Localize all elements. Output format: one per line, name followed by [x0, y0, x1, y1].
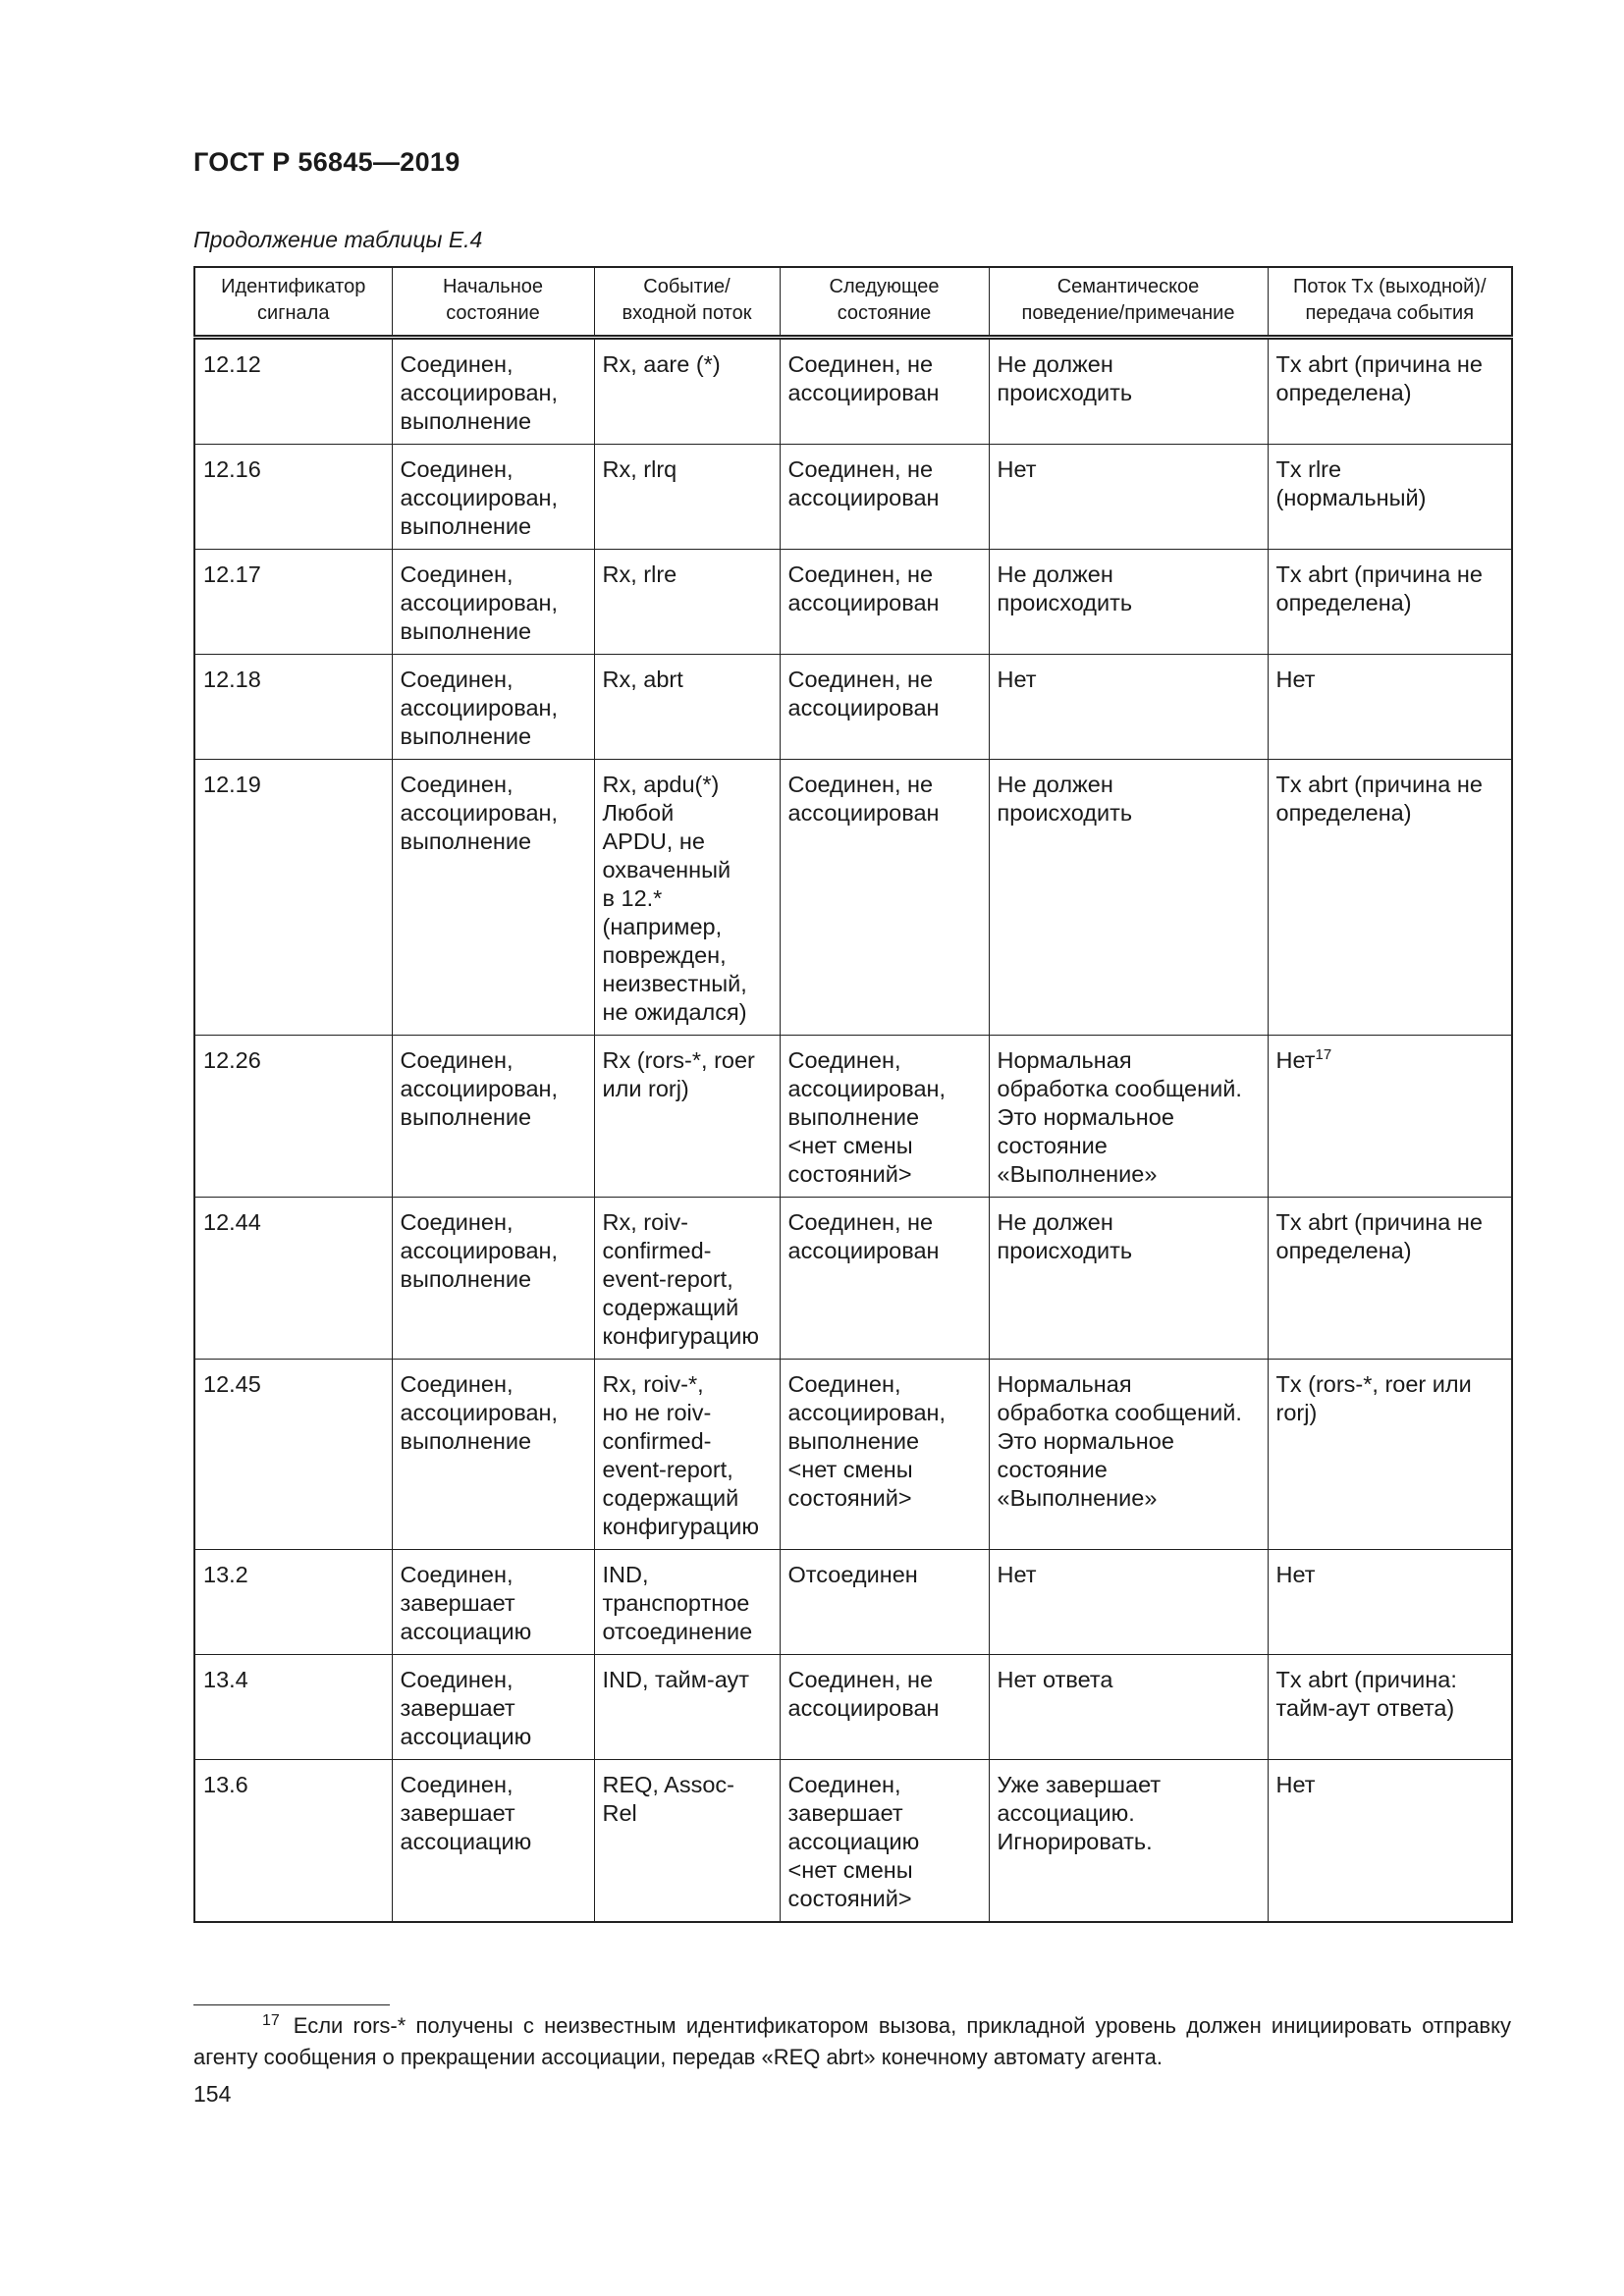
cell-semantic	[989, 445, 1268, 550]
cell-semantic	[989, 1655, 1268, 1760]
cell-semantic-text: Нет	[997, 456, 1037, 482]
cell-event	[594, 655, 780, 760]
cell-start-state-text: Соединен, ассоциирован, выполнение	[400, 1047, 559, 1130]
cell-signal-id-text: 12.16	[203, 456, 261, 482]
table-body	[194, 338, 1512, 1923]
cell-semantic-text: Нет	[997, 667, 1037, 692]
column-header-start-state: Начальное состояние	[392, 267, 594, 338]
cell-signal-id	[194, 1036, 392, 1198]
cell-next-state	[780, 1550, 989, 1655]
cell-start-state	[392, 1036, 594, 1198]
cell-event	[594, 1036, 780, 1198]
cell-event-text: Rx, rlrq	[602, 456, 677, 482]
cell-signal-id	[194, 1550, 392, 1655]
table-row	[194, 1036, 1512, 1198]
cell-tx	[1268, 1550, 1512, 1655]
cell-next-state	[780, 550, 989, 655]
cell-tx-text: Tx abrt (причина не определена)	[1275, 561, 1483, 615]
cell-start-state-text: Соединен, ассоциирован, выполнение	[400, 667, 559, 749]
cell-event	[594, 760, 780, 1036]
column-header-semantic: Семантическое поведение/примечание	[989, 267, 1268, 338]
cell-next-state	[780, 445, 989, 550]
cell-event-text: Rx, apdu(*) Любой APDU, не охваченный в 12.* (например, поврежден, неизвестный, не ожидался)	[602, 772, 747, 1025]
cell-tx-text: Tx (rors-*, roer или rorj)	[1275, 1371, 1472, 1425]
cell-signal-id	[194, 1655, 392, 1760]
cell-tx	[1268, 338, 1512, 445]
cell-next-state-text: Соединен, ассоциирован, выполнение <нет смены состояний>	[787, 1371, 947, 1511]
cell-signal-id-text: 12.44	[203, 1209, 261, 1235]
table-row	[194, 1198, 1512, 1360]
cell-semantic-text: Нормальная обработка сообщений. Это нормальное состояние «Выполнение»	[997, 1047, 1242, 1187]
cell-event-text: REQ, Assoc- Rel	[602, 1772, 735, 1826]
cell-tx-text: Нет	[1275, 1772, 1316, 1797]
column-header-signal-id: Идентификатор сигнала	[194, 267, 392, 338]
cell-start-state-text: Соединен, ассоциирован, выполнение	[400, 561, 559, 644]
cell-tx	[1268, 760, 1512, 1036]
cell-next-state-text: Соединен, ассоциирован, выполнение <нет смены состояний>	[787, 1047, 947, 1187]
cell-signal-id-text: 12.17	[203, 561, 261, 587]
cell-next-state-text: Соединен, не ассоциирован	[787, 561, 940, 615]
cell-semantic	[989, 338, 1268, 445]
cell-start-state	[392, 1360, 594, 1550]
cell-signal-id	[194, 1760, 392, 1923]
cell-tx-text: Tx abrt (причина не определена)	[1275, 351, 1483, 405]
table-row	[194, 1550, 1512, 1655]
cell-signal-id	[194, 655, 392, 760]
cell-signal-id-text: 12.12	[203, 351, 261, 377]
cell-semantic-text: Не должен происходить	[997, 561, 1133, 615]
cell-tx	[1268, 1655, 1512, 1760]
cell-start-state	[392, 1198, 594, 1360]
cell-tx	[1268, 1760, 1512, 1923]
cell-semantic-text: Не должен происходить	[997, 772, 1133, 826]
table-row	[194, 445, 1512, 550]
cell-event	[594, 1198, 780, 1360]
cell-start-state	[392, 655, 594, 760]
cell-event	[594, 445, 780, 550]
cell-semantic	[989, 1760, 1268, 1923]
cell-next-state	[780, 655, 989, 760]
cell-event	[594, 1760, 780, 1923]
cell-start-state-text: Соединен, ассоциирован, выполнение	[400, 772, 559, 854]
cell-event-text: IND, тайм-аут	[602, 1667, 750, 1692]
cell-event	[594, 550, 780, 655]
cell-next-state	[780, 1760, 989, 1923]
cell-semantic-text: Уже завершает ассоциацию. Игнорировать.	[997, 1772, 1162, 1854]
column-header-next-state: Следующее состояние	[780, 267, 989, 338]
cell-tx-text: Нет	[1275, 667, 1316, 692]
cell-start-state-text: Соединен, ассоциирован, выполнение	[400, 1371, 559, 1454]
cell-event-text: Rx, roiv-*, но не roiv- confirmed- event-report, содержащий конфигурацию	[602, 1371, 759, 1539]
table-caption: Продолжение таблицы Е.4	[193, 227, 483, 252]
cell-start-state-text: Соединен, завершает ассоциацию	[400, 1667, 532, 1749]
table-row	[194, 655, 1512, 760]
cell-semantic	[989, 1360, 1268, 1550]
cell-start-state-text: Соединен, завершает ассоциацию	[400, 1772, 532, 1854]
cell-event	[594, 1360, 780, 1550]
cell-signal-id-text: 12.19	[203, 772, 261, 797]
cell-tx	[1268, 1360, 1512, 1550]
table-row	[194, 338, 1512, 445]
cell-event-text: Rx, abrt	[602, 667, 683, 692]
footnote-divider	[193, 2004, 390, 2005]
cell-signal-id	[194, 445, 392, 550]
cell-event	[594, 1550, 780, 1655]
page-number: 154	[193, 2081, 232, 2107]
cell-next-state-text: Соединен, не ассоциирован	[787, 1667, 940, 1721]
cell-signal-id-text: 13.4	[203, 1667, 248, 1692]
cell-next-state-text: Отсоединен	[787, 1562, 918, 1587]
cell-semantic-text: Нет ответа	[997, 1667, 1113, 1692]
cell-signal-id-text: 13.6	[203, 1772, 248, 1797]
cell-tx	[1268, 1198, 1512, 1360]
cell-semantic-text: Не должен происходить	[997, 351, 1133, 405]
cell-tx-text: Нет	[1275, 1047, 1316, 1073]
cell-signal-id-text: 12.26	[203, 1047, 261, 1073]
cell-signal-id	[194, 760, 392, 1036]
cell-start-state	[392, 338, 594, 445]
cell-signal-id	[194, 550, 392, 655]
cell-tx-text: Tx rlre (нормальный)	[1275, 456, 1427, 510]
cell-event	[594, 1655, 780, 1760]
cell-next-state	[780, 1198, 989, 1360]
cell-start-state-text: Соединен, ассоциирован, выполнение	[400, 456, 559, 539]
cell-start-state-text: Соединен, ассоциирован, выполнение	[400, 351, 559, 434]
cell-next-state-text: Соединен, не ассоциирован	[787, 351, 940, 405]
footnote-mark: 17	[262, 2011, 280, 2029]
cell-next-state	[780, 1036, 989, 1198]
cell-event-text: Rx, aare (*)	[602, 351, 721, 377]
cell-next-state	[780, 760, 989, 1036]
cell-next-state	[780, 1655, 989, 1760]
cell-start-state	[392, 1550, 594, 1655]
table-row	[194, 550, 1512, 655]
cell-next-state-text: Соединен, завершает ассоциацию <нет смены состояний>	[787, 1772, 920, 1911]
cell-semantic-text: Не должен происходить	[997, 1209, 1133, 1263]
cell-tx	[1268, 550, 1512, 655]
cell-start-state	[392, 1655, 594, 1760]
cell-start-state-text: Соединен, завершает ассоциацию	[400, 1562, 532, 1644]
footnote	[193, 2010, 1511, 2073]
cell-next-state-text: Соединен, не ассоциирован	[787, 456, 940, 510]
cell-tx-text: Нет	[1275, 1562, 1316, 1587]
cell-signal-id	[194, 338, 392, 445]
cell-tx-text: Tx abrt (причина: тайм-аут ответа)	[1275, 1667, 1457, 1721]
cell-next-state-text: Соединен, не ассоциирован	[787, 772, 940, 826]
cell-event-text: Rx, rlre	[602, 561, 677, 587]
cell-signal-id-text: 12.45	[203, 1371, 261, 1397]
cell-semantic	[989, 760, 1268, 1036]
cell-event-text: Rx, roiv- confirmed- event-report, содержащий конфигурацию	[602, 1209, 759, 1349]
cell-signal-id-text: 12.18	[203, 667, 261, 692]
table-row	[194, 1360, 1512, 1550]
cell-semantic-text: Нормальная обработка сообщений. Это нормальное состояние «Выполнение»	[997, 1371, 1242, 1511]
cell-signal-id	[194, 1198, 392, 1360]
cell-semantic	[989, 1198, 1268, 1360]
table-row	[194, 1760, 1512, 1923]
cell-next-state	[780, 1360, 989, 1550]
state-table	[193, 266, 1513, 1923]
table-header-row	[194, 267, 1512, 338]
cell-semantic	[989, 1550, 1268, 1655]
cell-start-state	[392, 1760, 594, 1923]
footnote-reference: 17	[1315, 1046, 1332, 1064]
cell-tx	[1268, 1036, 1512, 1198]
cell-tx	[1268, 445, 1512, 550]
cell-semantic	[989, 655, 1268, 760]
cell-start-state-text: Соединен, ассоциирован, выполнение	[400, 1209, 559, 1292]
cell-tx-text: Tx abrt (причина не определена)	[1275, 1209, 1483, 1263]
cell-semantic	[989, 1036, 1268, 1198]
cell-start-state	[392, 550, 594, 655]
table-row	[194, 760, 1512, 1036]
cell-semantic-text: Нет	[997, 1562, 1037, 1587]
cell-semantic	[989, 550, 1268, 655]
cell-next-state-text: Соединен, не ассоциирован	[787, 1209, 940, 1263]
document-header: ГОСТ Р 56845—2019	[193, 147, 460, 177]
cell-next-state-text: Соединен, не ассоциирован	[787, 667, 940, 721]
cell-start-state	[392, 445, 594, 550]
cell-tx	[1268, 655, 1512, 760]
cell-tx-text: Tx abrt (причина не определена)	[1275, 772, 1483, 826]
cell-event-text: IND, транспортное отсоединение	[602, 1562, 753, 1644]
column-header-event: Событие/ входной поток	[594, 267, 780, 338]
cell-start-state	[392, 760, 594, 1036]
cell-next-state	[780, 338, 989, 445]
cell-signal-id	[194, 1360, 392, 1550]
cell-signal-id-text: 13.2	[203, 1562, 248, 1587]
cell-event	[594, 338, 780, 445]
cell-event-text: Rx (rors-*, roer или rorj)	[602, 1047, 755, 1101]
table-row	[194, 1655, 1512, 1760]
footnote-text: Если rors-* получены с неизвестным идентификатором вызова, прикладной уровень должен инициировать отправку агенту сообщения о прекращении ассоциации, передав «REQ abrt» конечному автомату агента.	[193, 2013, 1511, 2069]
column-header-tx: Поток Tx (выходной)/ передача события	[1268, 267, 1512, 338]
